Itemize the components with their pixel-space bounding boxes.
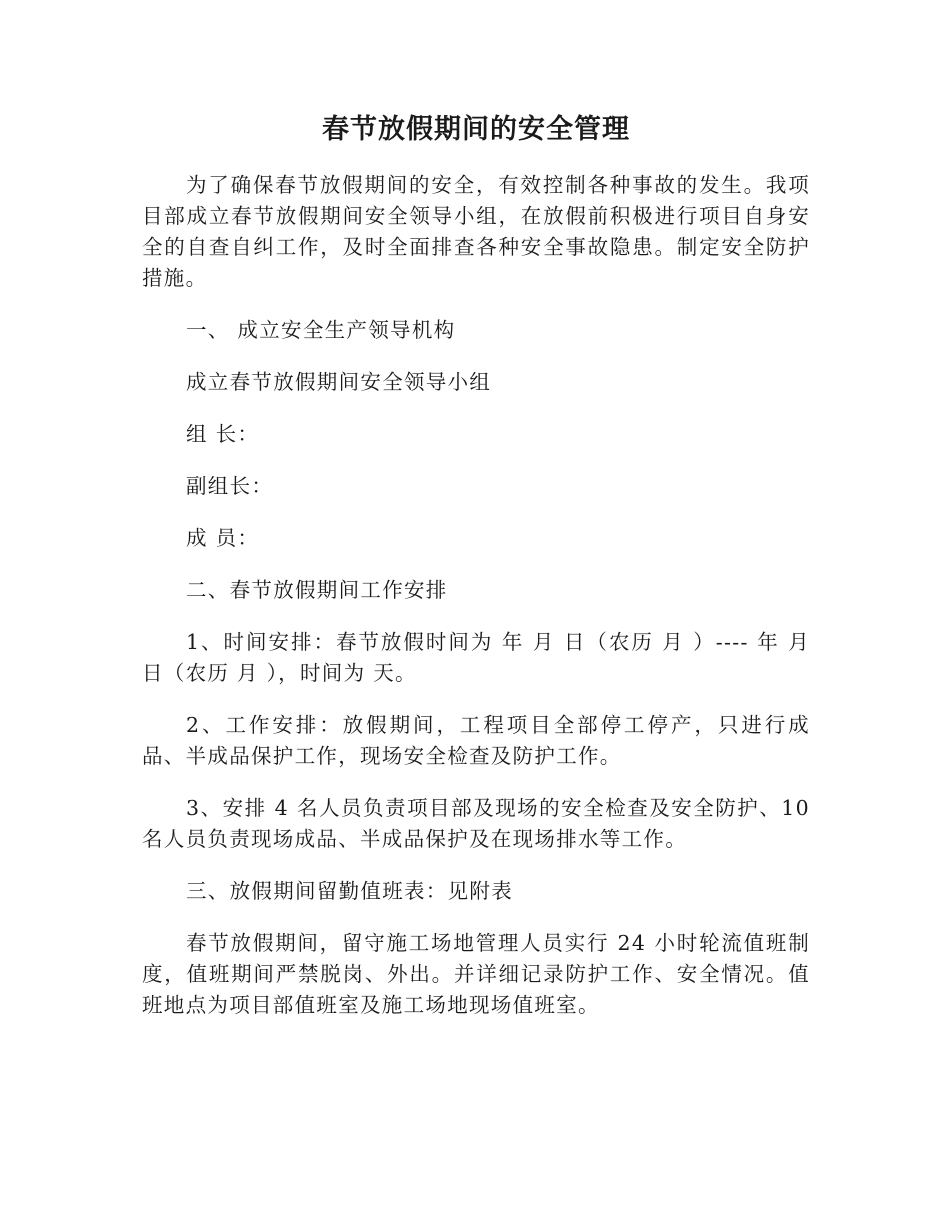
paragraph-leadership-group: 成立春节放假期间安全领导小组 (186, 370, 492, 394)
paragraph-staff-arrangement: 3、安排 4 名人员负责项目部及现场的安全检查及安全防护、10 名人员负责现场成品、半成品保护及在现场排水等工作。 (142, 796, 810, 851)
paragraph-work-arrangement: 2、工作安排：放假期间，工程项目全部停工停产，只进行成品、半成品保护工作，现场安全检查及防护工作。 (142, 713, 810, 768)
paragraph-leader: 组 长： (186, 422, 260, 446)
document-title: 春节放假期间的安全管理 (322, 114, 630, 145)
paragraph-time-arrangement: 1、时间安排：春节放假时间为 年 月 日（农历 月 ）---- 年 月 日（农历 月 ），时间为 天。 (142, 630, 810, 685)
paragraph-deputy-leader: 副组长： (186, 474, 274, 498)
document-page (142, 108, 810, 1021)
paragraph-members: 成 员： (186, 526, 260, 550)
intro-paragraph: 为了确保春节放假期间的安全，有效控制各种事故的发生。我项目部成立春节放假期间安全领导小组，在放假前积极进行项目自身安全的自查自纠工作，及时全面排查各种安全事故隐患。制定安全防护措施。 (142, 173, 810, 290)
section-heading-3: 三、放假期间留勤值班表：见附表 (186, 879, 513, 903)
section-heading-1: 一、 成立安全生产领导机构 (186, 318, 456, 342)
paragraph-duty-rules: 春节放假期间，留守施工场地管理人员实行 24 小时轮流值班制度，值班期间严禁脱岗、外出。并详细记录防护工作、安全情况。值班地点为项目部值班室及施工场地现场值班室。 (142, 931, 810, 1017)
section-heading-2: 二、春节放假期间工作安排 (186, 578, 448, 602)
